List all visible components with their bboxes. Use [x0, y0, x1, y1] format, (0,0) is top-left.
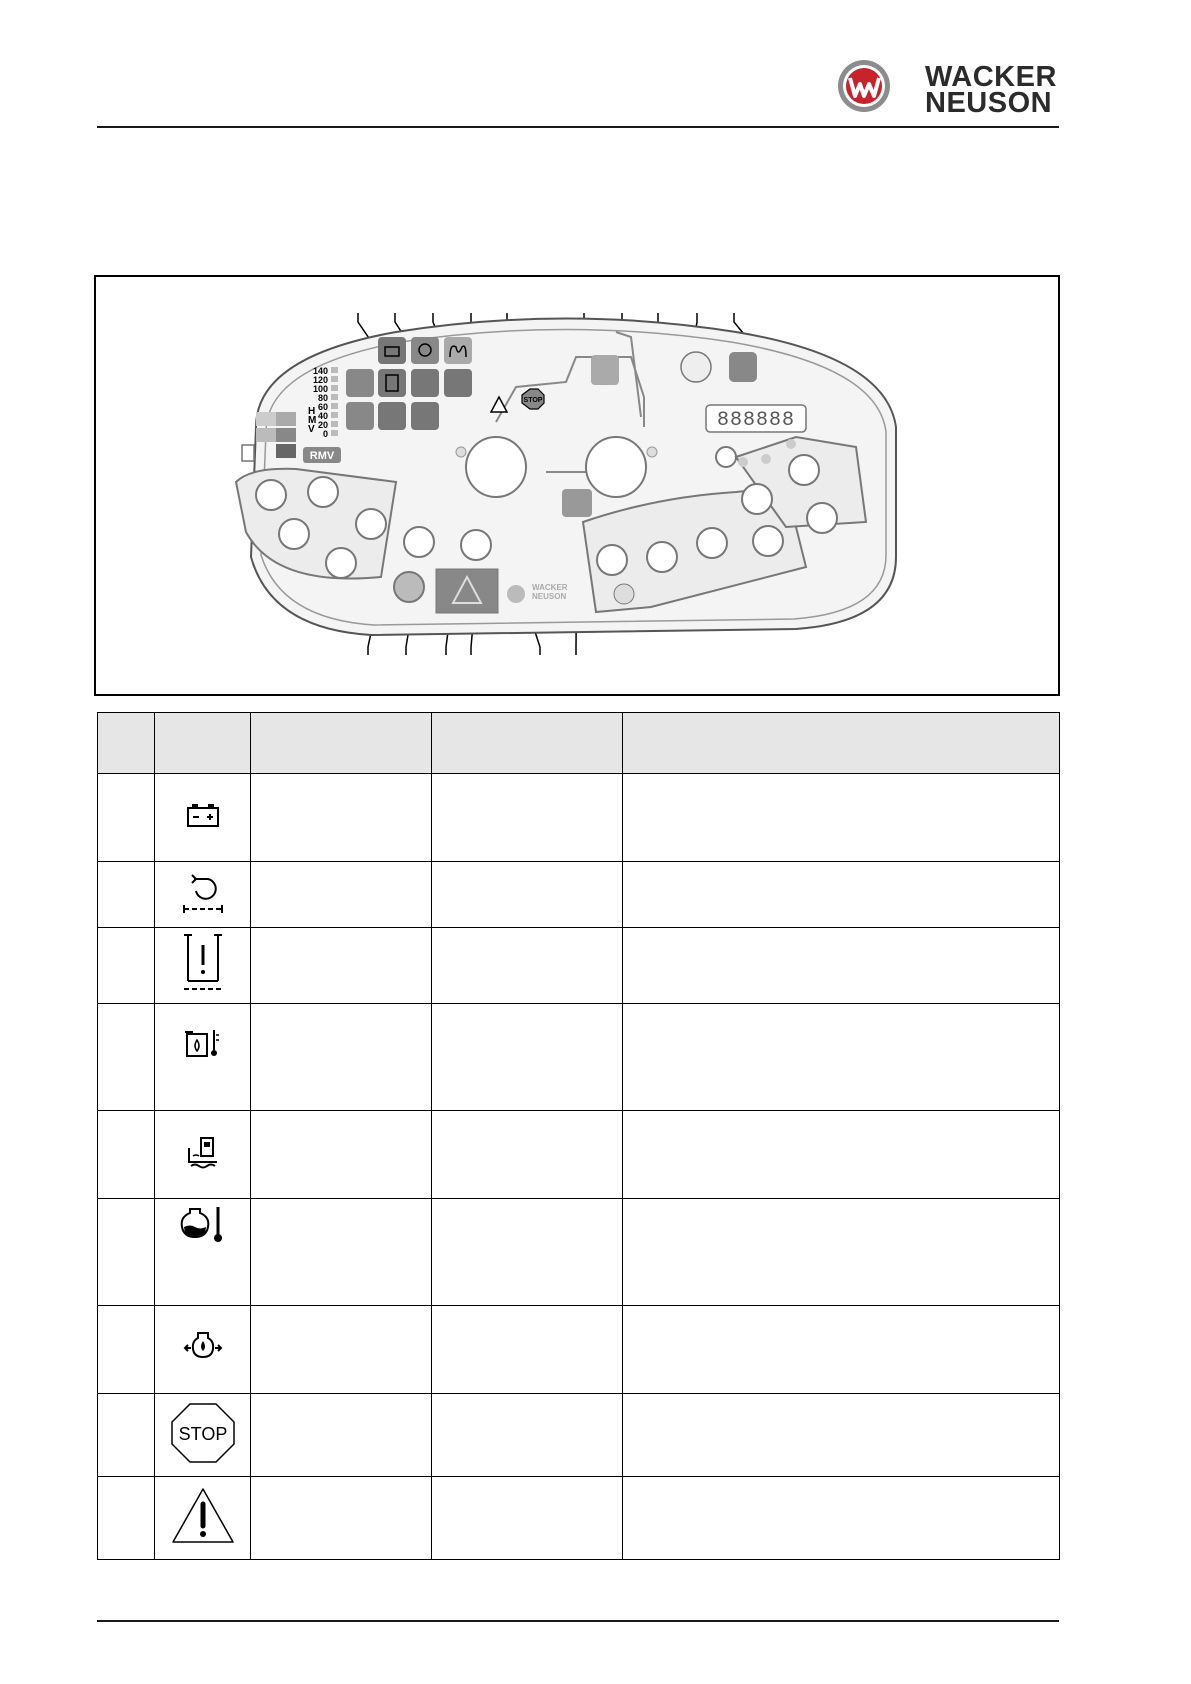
cell	[432, 1477, 622, 1489]
cell	[623, 862, 1059, 874]
cell	[432, 862, 622, 874]
turn-left-button[interactable]	[279, 519, 309, 549]
table-header-cell	[155, 713, 251, 774]
cell	[623, 1394, 1059, 1406]
stop-lamp-label: STOP	[523, 397, 543, 404]
front-drum-vibration-icon	[466, 437, 526, 497]
stop-icon	[170, 1402, 236, 1464]
cell	[623, 1477, 1059, 1489]
cell	[623, 1111, 1059, 1123]
table-row	[98, 1199, 1060, 1306]
headlight-button[interactable]	[308, 477, 338, 507]
blank-indicator	[346, 402, 374, 430]
water-in-fuel-lamp-icon	[444, 369, 472, 397]
indicator-led	[456, 447, 466, 457]
beacon-button[interactable]	[461, 530, 491, 560]
cell	[623, 1199, 1059, 1211]
cell	[251, 862, 431, 874]
panel-brand-line-1: WACKER	[532, 583, 568, 592]
vibration-on-off-button[interactable]	[647, 542, 677, 572]
coolant-temp-lamp-icon	[378, 402, 406, 430]
table-row	[98, 862, 1060, 928]
speed-scale-label: 120	[312, 375, 328, 385]
indicator-led	[647, 447, 657, 457]
table-row	[98, 1477, 1060, 1560]
cell	[251, 1004, 431, 1016]
horn-button[interactable]	[256, 480, 286, 510]
rear-drum-vibration-icon	[586, 437, 646, 497]
table-row	[98, 1111, 1060, 1199]
seat-belt-lamp-icon	[591, 355, 619, 385]
water-spray-lamp-icon	[681, 352, 711, 382]
cell	[432, 928, 622, 940]
cell	[251, 1477, 431, 1489]
hydraulic-oil-temperature-icon	[183, 1026, 223, 1060]
engine-oil-pressure-icon	[183, 1329, 223, 1365]
cell	[432, 774, 622, 786]
speed-scale-label: 0	[322, 429, 328, 439]
table-header-cell	[251, 713, 432, 774]
edge-cutter-button[interactable]	[753, 526, 783, 556]
cell	[623, 928, 1059, 940]
cell	[251, 1199, 431, 1211]
blank-indicator	[346, 369, 374, 397]
speed-scale-label: 40	[317, 411, 328, 421]
spray-led	[761, 454, 771, 464]
cell	[623, 1306, 1059, 1318]
table-row	[98, 928, 1060, 1004]
header-rule	[97, 126, 1059, 128]
row-number	[98, 1306, 154, 1318]
battery-icon	[183, 800, 223, 830]
rmv-label: RMV	[309, 450, 335, 462]
water-in-fuel-icon	[183, 1134, 223, 1170]
spray-led	[738, 457, 748, 467]
glow-plug-lamp-icon	[444, 337, 472, 364]
speed-scale-label: 20	[317, 420, 328, 430]
vibration-auto-button[interactable]	[597, 545, 627, 575]
vibration-amplitude-button[interactable]	[697, 528, 727, 558]
footer-rule	[97, 1620, 1059, 1622]
cell	[251, 1111, 431, 1123]
table-header-cell	[98, 713, 155, 774]
brand-wordmark	[925, 61, 1057, 119]
hydraulic-oil-temp-lamp-icon	[411, 369, 439, 397]
stop-icon-label: STOP	[178, 1423, 227, 1444]
speed-scale-label: 100	[312, 384, 328, 394]
parking-brake-button[interactable]	[394, 572, 424, 602]
axle-lock-icon	[562, 489, 592, 517]
cell	[432, 1394, 622, 1406]
row-number	[98, 1004, 154, 1016]
vibration-mode-indicator	[614, 584, 634, 604]
low-beam-button[interactable]	[356, 509, 386, 539]
spray-fault-lamp-icon	[729, 352, 757, 382]
spray-continuous-button[interactable]	[807, 503, 837, 533]
spray-increase-button[interactable]	[789, 455, 819, 485]
table-row	[98, 774, 1060, 862]
warning-triangle-icon	[170, 1486, 236, 1546]
spray-led	[786, 439, 796, 449]
row-number	[98, 1199, 154, 1211]
panel-logo-icon	[507, 585, 525, 603]
mode-letter: H	[308, 406, 316, 417]
oil-pressure-lamp-icon	[411, 402, 439, 430]
fuel-filter-lamp-icon	[378, 369, 406, 397]
cell	[251, 1394, 431, 1406]
table-header-cell	[432, 713, 623, 774]
display-button[interactable]	[716, 447, 736, 467]
digital-display-value: 888888	[716, 409, 796, 432]
table-row	[98, 1394, 1060, 1477]
table-row	[98, 1004, 1060, 1111]
instrument-panel-figure	[94, 275, 1060, 696]
row-number	[98, 928, 154, 940]
mode-letter: M	[308, 415, 317, 426]
indicator-legend-table	[97, 712, 1060, 1560]
speed-scale-label: 80	[317, 393, 328, 403]
brand-line-1: WACKER	[925, 61, 1057, 93]
cell	[432, 1111, 622, 1123]
battery-lamp-icon	[378, 337, 406, 364]
preheat-icon	[178, 867, 228, 917]
table-header-row	[98, 713, 1060, 774]
row-number	[98, 1111, 154, 1123]
fuel-filter-icon	[178, 931, 228, 995]
cell	[623, 1004, 1059, 1016]
row-number	[98, 1477, 154, 1489]
preheat-lamp-icon	[411, 337, 439, 364]
fuel-pump-icon	[242, 445, 254, 461]
cell	[251, 774, 431, 786]
cell	[432, 1004, 622, 1016]
spray-decrease-button[interactable]	[742, 484, 772, 514]
row-number	[98, 1394, 154, 1406]
cell	[432, 1199, 622, 1211]
brand-line-2: NEUSON	[925, 87, 1053, 119]
row-number	[98, 862, 154, 874]
row-number	[98, 774, 154, 786]
speed-scale-label: 140	[312, 366, 328, 376]
cell	[623, 774, 1059, 786]
work-light-button[interactable]	[404, 527, 434, 557]
cell	[251, 1306, 431, 1318]
cell	[432, 1306, 622, 1318]
speed-scale-label: 60	[317, 402, 328, 412]
mode-letter: V	[308, 424, 315, 435]
table-header-cell	[623, 713, 1060, 774]
turn-right-button[interactable]	[326, 548, 356, 578]
table-row	[98, 1306, 1060, 1394]
instrument-panel-drawing	[96, 277, 1058, 694]
coolant-temperature-icon	[178, 1203, 228, 1247]
cell	[251, 928, 431, 940]
panel-brand-line-2: NEUSON	[532, 592, 567, 601]
